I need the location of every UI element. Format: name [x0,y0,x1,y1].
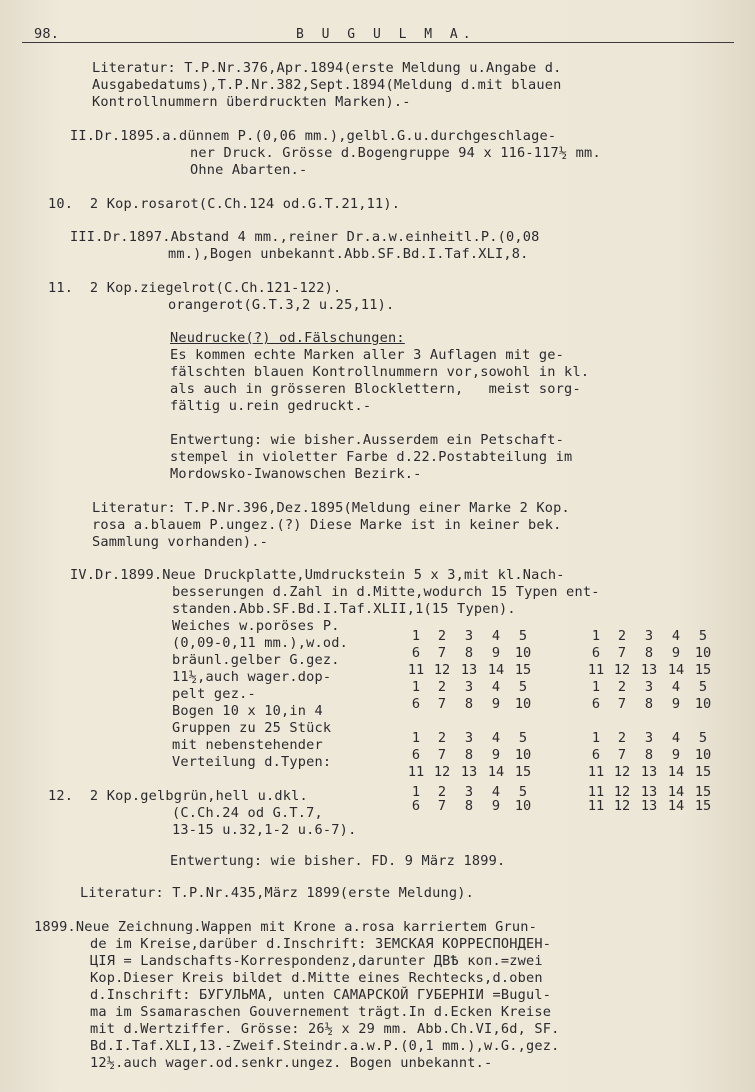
type-number-cell: 6 [591,747,601,763]
text-line: Literatur: T.P.Nr.396,Dez.1895(Meldung einer Marke 2 Kop. [92,500,570,516]
section-heading: Neudrucke(?) od.Fälschungen: [170,330,405,346]
type-number-cell: 1 [411,784,421,800]
type-number-cell: 7 [437,798,447,814]
text-line: 11½,auch wager.dop- [172,669,332,685]
text-line: Es kommen echte Marken aller 3 Auflagen mit ge- [170,347,565,363]
type-number-cell: 8 [464,645,474,661]
type-number-cell: 6 [591,645,601,661]
type-number-cell: 5 [518,679,528,695]
type-number-cell: 3 [464,784,474,800]
type-number-cell: 2 [617,730,627,746]
type-number-cell: 9 [671,645,681,661]
text-line: Weiches w.poröses P. [172,618,340,634]
type-number-cell: 14 [487,764,505,780]
text-line: Kontrollnummern überdruckten Marken).- [92,94,411,110]
type-number-cell: 2 [437,679,447,695]
text-line: ner Druck. Grösse d.Bogengruppe 94 x 116-117½ mm. [190,145,601,161]
type-number-cell: 13 [460,662,478,678]
type-number-cell: 2 [437,784,447,800]
type-number-cell: 10 [514,747,532,763]
type-number-cell: 14 [667,764,685,780]
type-number-cell: 4 [491,784,501,800]
text-line: mit nebenstehender [172,737,323,753]
type-number-cell: 4 [671,628,681,644]
text-line: Mordowsko-Iwanowschen Bezirk.- [170,466,422,482]
type-number-cell: 15 [694,784,712,800]
type-number-cell: 1 [411,679,421,695]
type-number-cell: 11 [587,764,605,780]
type-number-cell: 7 [437,696,447,712]
type-number-cell: 10 [694,747,712,763]
type-number-cell: 7 [437,645,447,661]
text-line: (0,09-0,11 mm.),w.od. [172,635,349,651]
type-number-cell: 3 [464,730,474,746]
type-number-cell: 1 [411,628,421,644]
type-number-cell: 6 [591,696,601,712]
page-number: 98. [34,26,60,42]
header-rule [22,42,734,43]
text-line: standen.Abb.SF.Bd.I.Taf.XLII,1(15 Typen). [172,601,516,617]
type-number-cell: 10 [694,696,712,712]
text-line: Entwertung: wie bisher.Ausserdem ein Petschaft- [170,432,565,448]
text-line: Gruppen zu 25 Stück [172,720,332,736]
type-number-cell: 12 [433,662,451,678]
type-number-cell: 13 [640,784,658,800]
text-line: (C.Ch.24 od G.T.7, [172,805,323,821]
text-line: fältig u.rein gedruckt.- [170,398,372,414]
type-number-cell: 9 [671,747,681,763]
type-number-cell: 11 [587,784,605,800]
page-title: B U G U L M A. [296,27,476,42]
type-number-cell: 5 [698,628,708,644]
type-number-cell: 13 [640,764,658,780]
type-number-cell: 8 [644,747,654,763]
text-line: fälschten blauen Kontrollnummern vor,sowohl in kl. [170,364,590,380]
text-line: Literatur: T.P.Nr.435,März 1899(erste Meldung). [80,885,475,901]
type-number-cell: 5 [518,628,528,644]
text-line: 12½.auch wager.od.senkr.ungez. Bogen unbekannt.- [90,1055,493,1071]
text-line: mit d.Wertziffer. Grösse: 26½ x 29 mm. Abb.Ch.VI,6d, SF. [90,1021,560,1037]
type-number-cell: 10 [514,798,532,814]
text-line: ma im Ssamaraschen Gouvernement trägt.In d.Ecken Kreise [90,1004,552,1020]
type-number-cell: 7 [437,747,447,763]
type-number-cell: 15 [694,764,712,780]
type-number-cell: 4 [491,628,501,644]
type-number-cell: 1 [591,679,601,695]
type-number-cell: 7 [617,747,627,763]
type-number-cell: 12 [433,764,451,780]
text-line: Bogen 10 x 10,in 4 [172,703,323,719]
type-number-cell: 3 [464,679,474,695]
type-number-cell: 8 [464,696,474,712]
type-number-cell: 13 [640,662,658,678]
text-line: bräunl.gelber G.gez. [172,652,340,668]
type-number-cell: 3 [644,628,654,644]
text-line: d.Inschrift: БУГУЛЬМА, unten САМАРСКОЙ ГУБЕРНІИ =Bugul- [90,987,552,1003]
type-number-cell: 2 [617,628,627,644]
text-line: III.Dr.1897.Abstand 4 mm.,reiner Dr.a.w.einheitl.P.(0,08 [70,229,540,245]
text-line: Literatur: T.P.Nr.376,Apr.1894(erste Meldung u.Angabe d. [92,60,562,76]
text-line: Verteilung d.Typen: [172,754,332,770]
type-number-cell: 5 [698,730,708,746]
type-number-cell: 13 [640,798,658,814]
type-number-cell: 7 [617,645,627,661]
text-line: pelt gez.- [172,686,256,702]
type-number-cell: 14 [667,784,685,800]
type-number-cell: 12 [613,662,631,678]
text-line: Entwertung: wie bisher. FD. 9 März 1899. [170,853,506,869]
type-number-cell: 8 [644,696,654,712]
text-line: besserungen d.Zahl in d.Mitte,wodurch 15 Typen ent- [172,584,600,600]
type-number-cell: 12 [613,784,631,800]
type-number-cell: 10 [514,696,532,712]
type-number-cell: 11 [587,798,605,814]
type-number-cell: 13 [460,764,478,780]
type-number-cell: 11 [407,662,425,678]
type-number-cell: 4 [671,679,681,695]
type-number-cell: 14 [667,662,685,678]
type-number-cell: 2 [437,730,447,746]
text-line: Bd.I.Taf.XLI,13.-Zweif.Steindr.a.w.P.(0,1 mm.),w.G.,gez. [90,1038,560,1054]
type-number-cell: 6 [411,696,421,712]
type-number-cell: 9 [491,798,501,814]
type-number-cell: 4 [491,730,501,746]
text-line: orangerot(G.T.3,2 u.25,11). [168,297,395,313]
type-number-cell: 10 [694,645,712,661]
type-number-cell: 5 [698,679,708,695]
type-number-cell: 6 [411,798,421,814]
text-line: als auch in grösseren Blocklettern, meist sorg- [170,381,581,397]
type-number-cell: 15 [514,764,532,780]
type-number-cell: 4 [671,730,681,746]
type-number-cell: 14 [667,798,685,814]
type-number-cell: 5 [518,730,528,746]
type-number-cell: 9 [671,696,681,712]
text-line: 10. 2 Kop.rosarot(C.Ch.124 od.G.T.21,11). [48,196,401,212]
type-number-cell: 8 [644,645,654,661]
type-number-cell: 9 [491,645,501,661]
type-number-cell: 11 [407,764,425,780]
text-line: de im Kreise,darüber d.Inschrift: ЗЕМСКАЯ КОРРЕСПОНДЕН- [90,936,552,952]
text-line: II.Dr.1895.a.dünnem P.(0,06 mm.),gelbl.G.u.durchgeschlage- [70,128,557,144]
type-number-cell: 2 [437,628,447,644]
type-number-cell: 4 [491,679,501,695]
type-number-cell: 12 [613,764,631,780]
type-number-cell: 15 [514,662,532,678]
type-number-cell: 5 [518,784,528,800]
text-line: rosa a.blauem P.ungez.(?) Diese Marke ist in keiner bek. [92,517,562,533]
type-number-cell: 3 [464,628,474,644]
text-line: Ausgabedatums),T.P.Nr.382,Sept.1894(Meldung d.mit blauen [92,77,562,93]
type-number-cell: 8 [464,798,474,814]
type-number-cell: 14 [487,662,505,678]
type-number-cell: 7 [617,696,627,712]
type-number-cell: 3 [644,730,654,746]
type-number-cell: 6 [411,645,421,661]
type-number-cell: 12 [613,798,631,814]
text-line: ЦІЯ = Landschafts-Korrespondenz,darunter ДВѢ коп.=zwei [90,953,543,969]
type-number-cell: 15 [694,798,712,814]
text-line: mm.),Bogen unbekannt.Abb.SF.Bd.I.Taf.XLI,8. [168,246,529,262]
text-line: 11. 2 Kop.ziegelrot(C.Ch.121-122). [48,280,342,296]
type-number-cell: 3 [644,679,654,695]
type-number-cell: 15 [694,662,712,678]
type-number-cell: 2 [617,679,627,695]
type-number-cell: 1 [411,730,421,746]
text-line: Sammlung vorhanden).- [92,534,269,550]
text-line: IV.Dr.1899.Neue Druckplatte,Umdruckstein 5 x 3,mit kl.Nach- [70,567,565,583]
text-line: Kop.Dieser Kreis bildet d.Mitte eines Rechtecks,d.oben [90,970,543,986]
type-number-cell: 9 [491,747,501,763]
type-number-cell: 6 [411,747,421,763]
type-number-cell: 1 [591,628,601,644]
type-number-cell: 8 [464,747,474,763]
type-number-cell: 11 [587,662,605,678]
text-line: 13-15 u.32,1-2 u.6-7). [172,822,357,838]
text-line: 12. 2 Kop.gelbgrün,hell u.dkl. [48,788,308,804]
text-line: Ohne Abarten.- [190,162,308,178]
text-line: 1899.Neue Zeichnung.Wappen mit Krone a.rosa karriertem Grun- [34,919,538,935]
type-number-cell: 1 [591,730,601,746]
type-number-cell: 10 [514,645,532,661]
text-line: stempel in violetter Farbe d.22.Postabteilung im [170,449,573,465]
type-number-cell: 9 [491,696,501,712]
